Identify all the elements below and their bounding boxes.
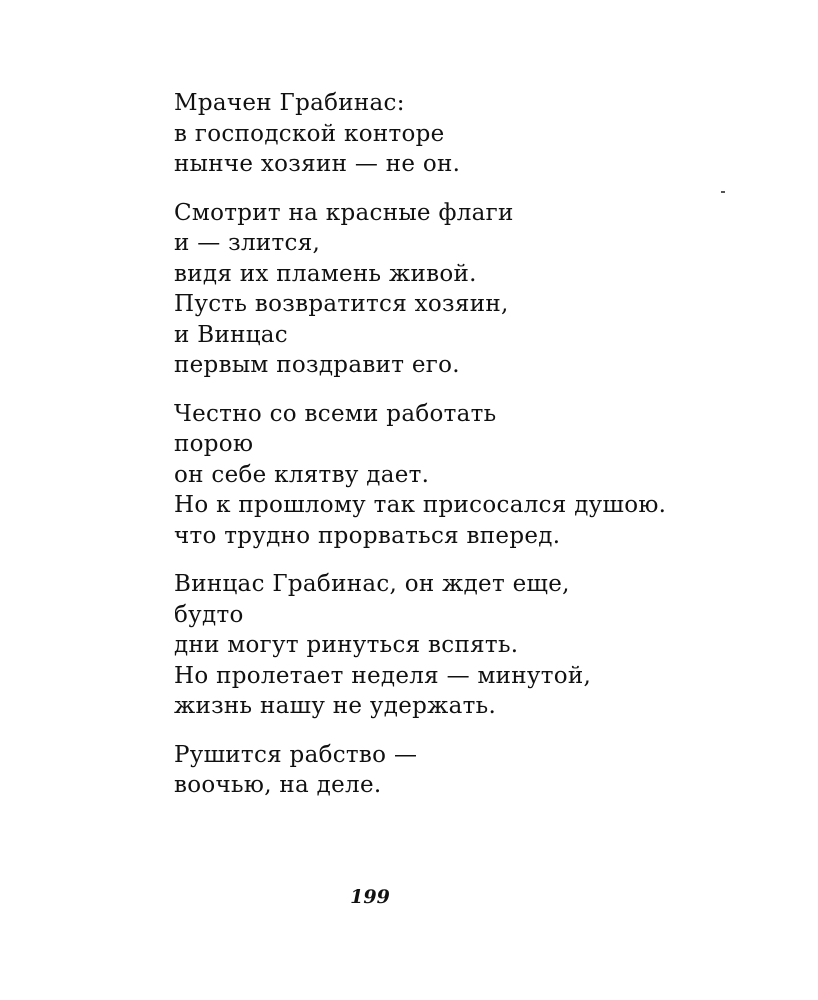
poem-line: порою — [174, 431, 254, 457]
poem-line: нынче хозяин — не он. — [174, 151, 461, 177]
poem-line: в господской конторе — [174, 120, 445, 147]
poem-line: воочью, на деле. — [174, 772, 382, 798]
poem-line: Мрачен Грабинас: — [174, 90, 405, 116]
stanza — [174, 88, 734, 180]
stanza — [174, 198, 734, 381]
poem-line: он себе клятву дает. — [174, 461, 430, 488]
poem-line: Пусть возвратится хозяин, — [174, 291, 509, 317]
poem-line: будто — [174, 601, 244, 628]
poem-line: Но пролетает неделя — минутой, — [174, 662, 592, 689]
print-speck — [721, 191, 725, 193]
poem-line: Рушится рабство — — [174, 741, 418, 768]
poem-line: Винцас Грабинас, он ждет еще, — [174, 571, 570, 597]
poem-line: видя их пламень живой. — [174, 260, 477, 287]
poem-line: первым поздравит его. — [174, 352, 460, 378]
poem-line: и Винцас — [174, 321, 288, 348]
poem-line: что трудно прорваться вперед. — [174, 522, 561, 549]
poem-line: дни могут ринуться вспять. — [174, 632, 519, 658]
poem-line: и — злится, — [174, 230, 321, 256]
poem-line: Честно со всеми работать — [174, 400, 497, 427]
poem-line: Но к прошлому так присосался душою. — [174, 492, 667, 518]
poem-line: жизнь нашу не удержать. — [174, 693, 497, 719]
stanza — [174, 569, 734, 722]
page-number: 199 — [350, 886, 390, 908]
stanza — [174, 399, 734, 552]
poem-text — [174, 88, 734, 819]
stanza — [174, 740, 734, 801]
poem-line: Смотрит на красные флаги — [174, 199, 514, 226]
